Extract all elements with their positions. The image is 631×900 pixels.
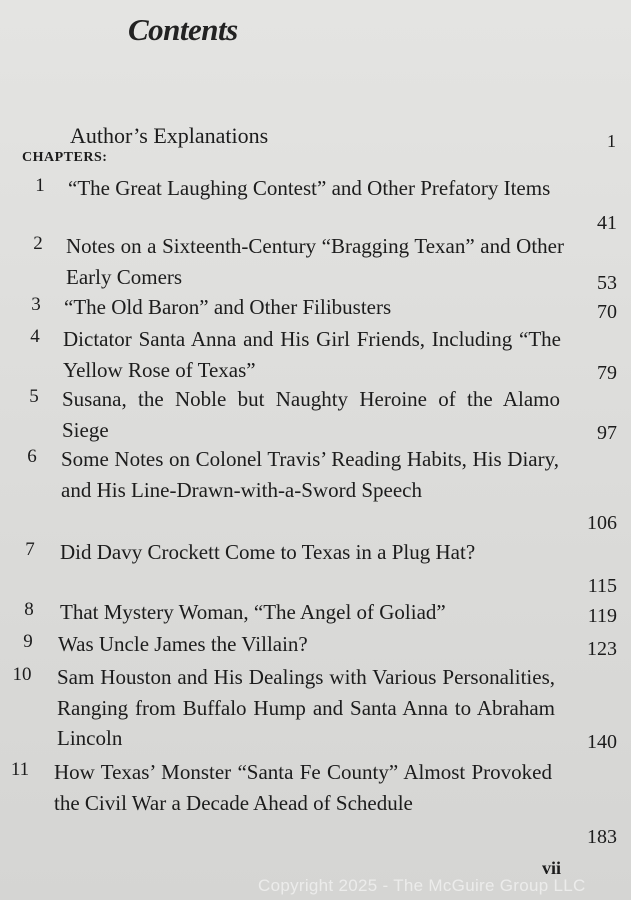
chapter-page-number: 70 <box>597 301 617 323</box>
chapter-page-number: 97 <box>597 422 617 444</box>
chapter-page-number: 41 <box>597 212 617 234</box>
chapter-number: 10 <box>12 664 32 685</box>
contents-heading: Contents <box>128 12 238 47</box>
chapter-number: 1 <box>35 175 45 196</box>
chapter-page-number: 115 <box>587 575 617 597</box>
chapter-title: Was Uncle James the Villain? <box>58 632 308 656</box>
intro-page-number: 1 <box>607 131 616 151</box>
chapter-number: 11 <box>10 759 30 780</box>
chapter-page-number: 79 <box>597 362 617 384</box>
chapter-title: Did Davy Crockett Come to Texas in a Plug Hat? <box>60 540 476 564</box>
chapter-title: “The Great Laughing Contest” and Other Prefatory Items <box>68 176 551 200</box>
chapter-number: 9 <box>23 631 33 652</box>
chapter-number: 5 <box>29 386 39 407</box>
chapter-page-number: 123 <box>587 638 617 660</box>
chapters-label: CHAPTERS: <box>22 150 108 165</box>
chapter-number: 7 <box>25 539 35 560</box>
chapter-title: That Mystery Woman, “The Angel of Goliad” <box>60 600 446 624</box>
chapter-title: “The Old Baron” and Other Filibusters <box>64 295 392 319</box>
chapter-page-number: 119 <box>587 605 617 627</box>
chapter-number: 2 <box>33 233 43 254</box>
page-folio: vii <box>542 858 562 878</box>
chapter-title: Dictator Santa Anna and His Girl Friends, Including “The Yellow Rose of Texas” <box>63 327 561 382</box>
chapter-title: Susana, the Noble but Naughty Heroine of the Alamo Siege <box>62 387 560 442</box>
chapter-number: 8 <box>24 599 34 620</box>
chapter-title: How Texas’ Monster “Santa Fe County” Almost Provoked the Civil War a Decade Ahead of Schedule <box>54 760 552 815</box>
chapter-number: 4 <box>30 326 40 347</box>
chapter-page-number: 53 <box>597 272 617 294</box>
intro-title: Author’s Explanations <box>70 123 269 148</box>
intro-entry <box>70 123 616 149</box>
chapter-title: Some Notes on Colonel Travis’ Reading Habits, His Diary, and His Line-Drawn-with-a-Sword Speech <box>61 447 559 502</box>
chapter-number: 3 <box>31 294 41 315</box>
chapter-page-number: 183 <box>587 826 617 848</box>
chapter-page-number: 106 <box>587 512 617 534</box>
copyright-watermark: Copyright 2025 - The McGuire Group LLC <box>258 876 586 895</box>
chapter-number: 6 <box>27 446 37 467</box>
chapter-title: Sam Houston and His Dealings with Various Personalities, Ranging from Buffalo Hump and Santa Anna to Abraham Lincoln <box>57 665 555 750</box>
chapter-page-number: 140 <box>587 731 617 753</box>
chapter-title: Notes on a Sixteenth-Century “Bragging Texan” and Other Early Comers <box>66 234 564 289</box>
